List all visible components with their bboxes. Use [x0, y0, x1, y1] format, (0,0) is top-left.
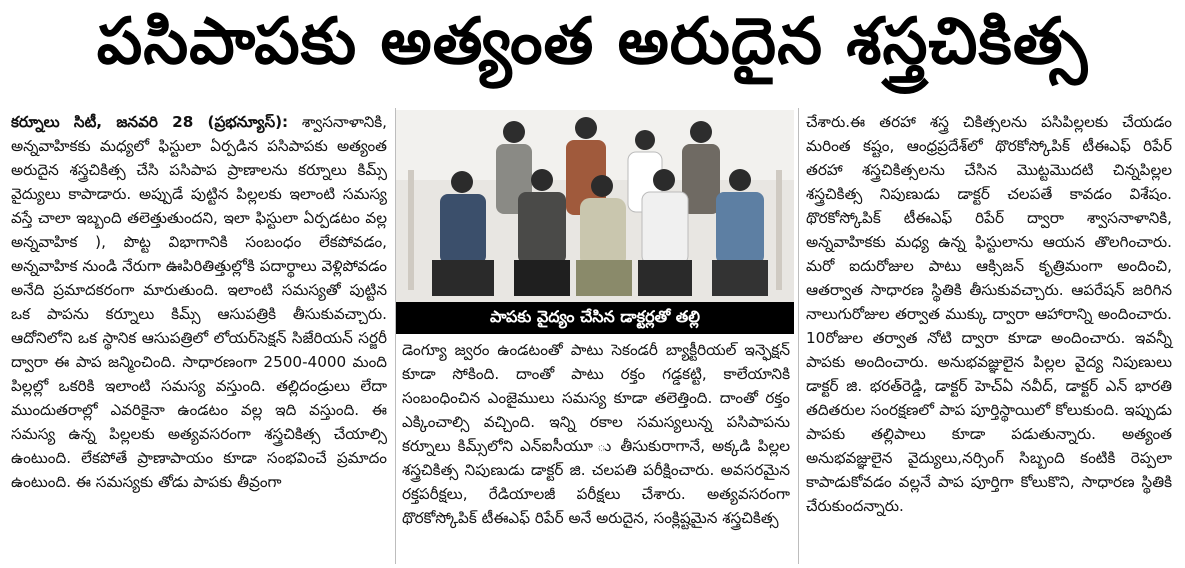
article-column-3	[806, 110, 1172, 562]
photo-caption: పాపకు వైద్యం చేసిన డాక్టర్లతో తల్లి	[396, 302, 794, 334]
column-3-text: చేశారు.ఈ తరహా శస్త్ర చికిత్సలను పసిపిల్లలకు చేయడం మరింత కష్టం, ఆంధ్రప్రదేశ్‌లో థొరకోస్కోపిక్ టీఈఎఫ్ రిపేర్ తరహా శస్త్రచికిత్సలను చేసిన మొట్టమొదటి చిన్నపిల్లల శస్త్రచికిత్స నిపుణుడు డాక్టర్ చలపతే కావడం విశేషం. థొరకోస్కోపిక్ టీఈఎఫ్ రిపేర్ ద్వారా శ్వాసనాళానికి, అన్నవాహికకు మధ్య ఉన్న ఫిస్టులాను ఆయన తొలగించారు. మరో ఐదురోజుల పాటు ఆక్సిజన్ కృత్రిమంగా అందించి, ఆతర్వాత సాధారణ స్థితికి తీసుకువచ్చారు. ఆపరేషన్ జరిగిన నాలుగురోజుల తర్వాత ముక్కు ద్వారా ఆహారాన్ని అందించారు. 10రోజుల తర్వాత నోటి ద్వారా కూడా అందించారు. ఇవన్నీ పాపకు అందించారు. అనుభవజ్ఞులైన పిల్లల వైద్య నిపుణులు డాక్టర్ జి. భరత్‌రెడ్డి, డాక్టర్ హెచ్ఏ నవీద్, డాక్టర్ ఎన్ భారతి తదితరుల సంరక్షణలో పాప పూర్తిస్థాయిలో కోలుకుంది. ఇప్పుడు పాపకు తల్లిపాలు కూడా పడుతున్నారు. అత్యంత అనుభవజ్ఞులైన వైద్యులు,నర్సింగ్ సిబ్బంది కంటికి రెప్పలా కాపాడుకోవడం వల్లనే పాప పూర్తిగా కోలుకొని, సాధారణ స్థితికి చేరుకుందన్నారు.	[806, 113, 1172, 515]
column-2-text: డెంగ్యూ జ్వరం ఉండటంతో పాటు సెకండరీ బ్యాక్టీరియల్ ఇన్ఫెక్షన్ కూడా సోకింది. దాంతో పాటు రక్తం గడ్డకట్టి, కాలేయానికి సంబంధించిన ఎంజైములు సమస్య కూడా తలెత్తింది. దాంతో రక్తం ఎక్కించాల్సి వచ్చింది. ఇన్ని రకాల సమస్యలున్న పసిపాపను కర్నూలు కిమ్స్‌లోని ఎన్ఐసీయూ ‍ు తీసుకురాగానే, అక్కడి పిల్లల శస్త్రచికిత్స నిపుణుడు డాక్టర్ జి. చలపతి పరీక్షించారు. అవసరమైన రక్తపరీక్షలు, రేడియాలజీ పరీక్షలు చేశారు. అత్యవసరంగా థొరకోస్కోపిక్ టీఈఎఫ్ రిపేర్ అనే అరుదైన, సంక్లిష్టమైన శస్త్రచికిత్స	[402, 341, 790, 527]
article-column-1	[11, 110, 387, 562]
news-photo	[396, 110, 794, 302]
dateline: కర్నూలు సిటీ, జనవరి 28 (ప్రభన్యూస్):	[11, 113, 289, 131]
column-divider	[798, 108, 799, 564]
column-1-text: శ్వాసనాళానికి, అన్నవాహికకు మధ్యలో ఫిస్టులా ఏర్పడిన పసిపాపకు అత్యంత అరుదైన శస్త్రచికిత్స చేసి పసిపాప ప్రాణాలను కర్నూలు కిమ్స్ వైద్యులు కాపాడారు. అప్పుడే పుట్టిన పిల్లలకు ఇలాంటి సమస్య వస్తే చాలా ఇబ్బంది తలెత్తుతుందని, ఇలా ఫిస్టులా ఏర్పడటం వల్ల అన్నవాహిక ), పొట్ట విభాగానికి సంబంధం లేకపోవడం, అన్నవాహిక నుండి నేరుగా ఊపిరితిత్తుల్లోకి పదార్థాలు వెళ్లిపోవడం అనేది ప్రమాదకరంగా మారుతుంది. ఇలాంటి సమస్యతో పుట్టిన ఒక పాపను కర్నూలు కిమ్స్ ఆసుపత్రికి తీసుకువచ్చారు. ఆదోనిలోని ఒక స్థానిక ఆసుపత్రిలో లోయర్‌సెక్షన్ సిజేరియన్ సర్జరీ ద్వారా ఈ పాప జన్మించింది. సాధారణంగా 2500-4000 మంది పిల్లల్లో ఒకరికి ఇలాంటి సమస్య వస్తుంది. తల్లిదండ్రులు లేదా ముందుతరాల్లో ఎవరికైనా ఉండటం వల్ల ఇది వస్తుంది. ఈ సమస్య ఉన్న పిల్లలకు అత్యవసరంగా శస్త్రచికిత్స చేయాల్సి ఉంటుంది. లేకపోతే ప్రాణాపాయం కూడా సంభవించే ప్రమాదం ఉంటుంది. ఈ సమస్యకు తోడు పాపకు తీవ్రంగా	[11, 113, 387, 491]
headline: పసిపాపకు అత్యంత అరుదైన శస్త్రచికిత్స	[96, 4, 1089, 79]
article-column-2	[402, 338, 790, 562]
